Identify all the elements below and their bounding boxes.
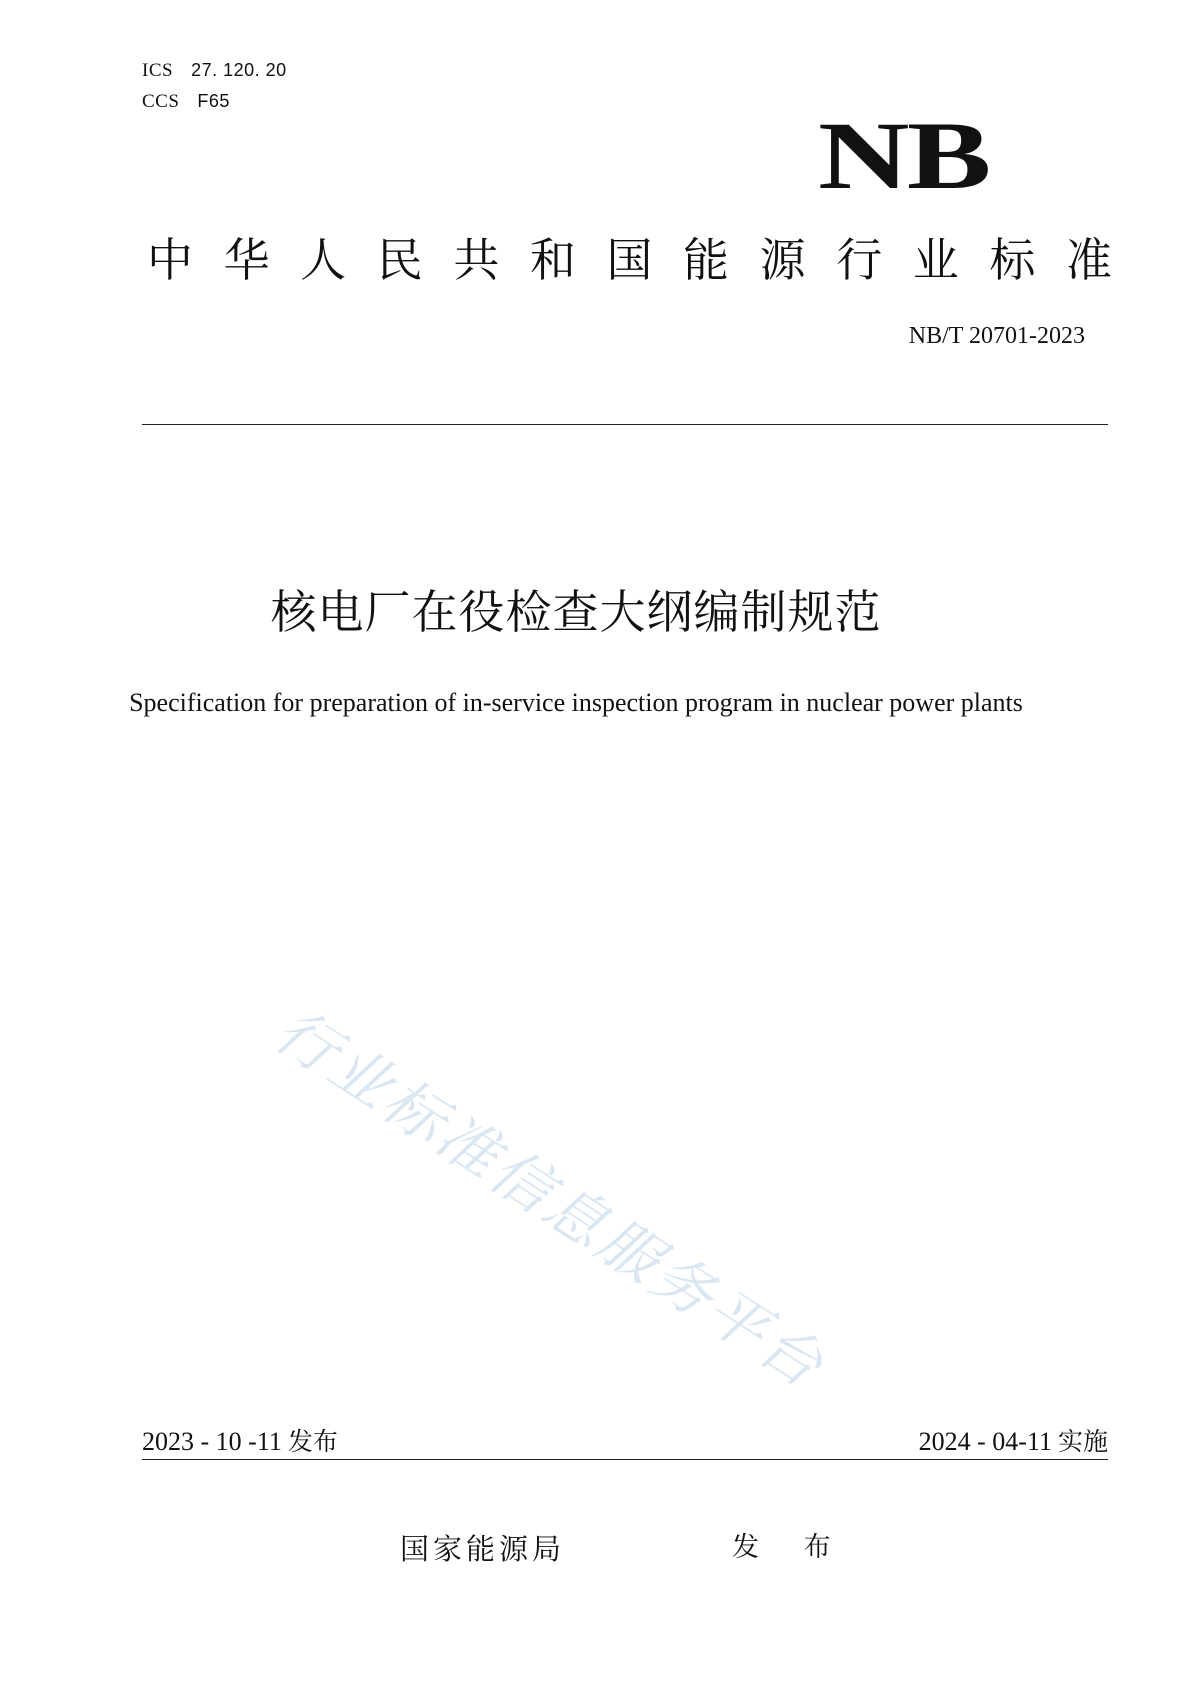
ccs-label: CCS — [142, 91, 180, 112]
footer-divider — [142, 1459, 1108, 1460]
standard-type-char: 和 — [529, 233, 576, 287]
standard-number: NB/T 20701-2023 — [908, 323, 1085, 349]
standard-type-char: 民 — [376, 233, 423, 287]
implement-date — [919, 1422, 1108, 1458]
issue-date-value: 2023 - 10 -11 — [142, 1427, 282, 1456]
standard-type-heading — [142, 232, 1117, 288]
standard-type-char: 标 — [989, 233, 1036, 287]
document-title-chinese: 核电厂在役检查大纲编制规范 — [270, 585, 882, 639]
standard-type-char: 行 — [836, 233, 883, 287]
publisher-name: 国家能源局 — [400, 1532, 566, 1566]
standard-type-char: 源 — [759, 233, 806, 287]
ccs-code — [142, 91, 230, 113]
watermark: 行业标准信息服务平台 — [262, 995, 838, 1404]
standard-type-char: 华 — [223, 233, 270, 287]
standard-type-char: 准 — [1065, 233, 1112, 287]
implement-date-verb: 实施 — [1057, 1427, 1108, 1456]
implement-date-value: 2024 - 04-11 — [918, 1427, 1052, 1456]
standard-type-char: 共 — [453, 233, 500, 287]
issue-date-verb: 发布 — [287, 1427, 338, 1456]
standard-type-char: 人 — [300, 233, 347, 287]
ics-label: ICS — [142, 60, 174, 81]
standard-type-char: 业 — [912, 233, 959, 287]
header-divider — [142, 424, 1108, 425]
standard-type-char: 能 — [683, 233, 730, 287]
ccs-value: F65 — [197, 91, 230, 111]
issue-date — [142, 1422, 338, 1458]
nb-logo: NB — [818, 102, 989, 209]
ics-code — [142, 60, 287, 82]
document-title-english: Specification for preparation of in-service inspection program in nuclear power plants — [129, 688, 1023, 717]
standard-type-char: 国 — [606, 233, 653, 287]
publish-verb: 发 布 — [732, 1532, 849, 1563]
standard-type-char: 中 — [147, 233, 193, 287]
ics-value: 27. 120. 20 — [191, 60, 287, 80]
